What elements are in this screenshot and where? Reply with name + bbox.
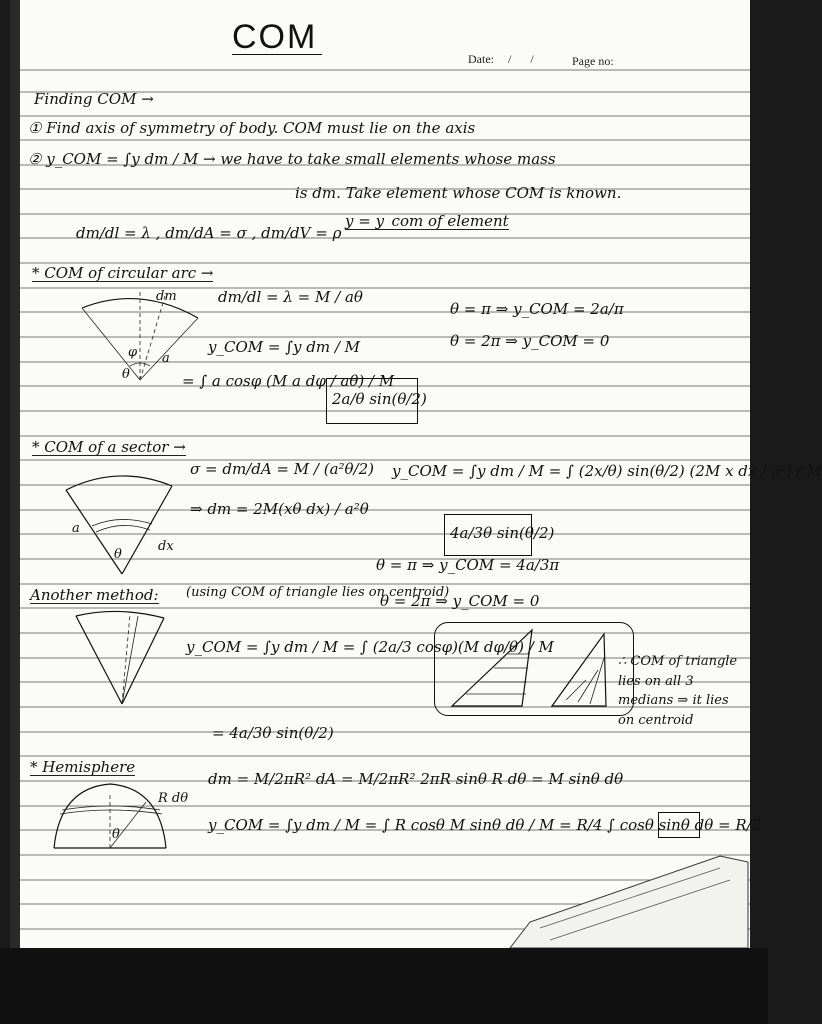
page-number-label: Page no: xyxy=(572,54,614,68)
arc-theta-2pi: θ = 2π ⇒ y_COM = 0 xyxy=(450,332,610,350)
arc-dm-label: dm xyxy=(156,289,177,304)
sector-theta-label: θ xyxy=(114,547,122,562)
another-method-note: (using COM of triangle lies on centroid) xyxy=(186,585,450,600)
another-method-heading: Another method: xyxy=(30,586,159,604)
step-one: ① Find axis of symmetry of body. COM must lie on the axis xyxy=(28,119,476,137)
hemisphere-ycom: y_COM = ∫y dm / M = ∫ R cosθ M sinθ dθ / M = R/4 ∫ cosθ sinθ dθ = R/2 xyxy=(208,816,762,834)
hemisphere-dm: dm = M/2πR² dA = M/2πR² 2πR sinθ R dθ = M sinθ dθ xyxy=(208,770,624,788)
arc-theta-pi: θ = π ⇒ y_COM = 2a/π xyxy=(450,300,624,318)
hemisphere-theta-label: θ xyxy=(112,827,120,842)
arc-radius-label: a xyxy=(162,351,170,366)
arc-ycom: y_COM = ∫y dm / M xyxy=(208,338,361,356)
another-sector-diagram xyxy=(72,610,172,710)
sector-dm: ⇒ dm = 2M(xθ dx) / a²θ xyxy=(190,500,369,518)
triangle-diagram xyxy=(446,628,626,712)
arc-phi-label: φ xyxy=(128,345,138,360)
sector-dx-label: dx xyxy=(158,539,174,554)
sector-sigma: σ = dm/dA = M / (a²θ/2) xyxy=(190,460,374,478)
title-underline xyxy=(232,54,322,55)
hemisphere-diagram xyxy=(50,778,170,852)
arc-result: 2a/θ sin(θ/2) xyxy=(332,390,427,408)
hemisphere-rdtheta-label: R dθ xyxy=(158,791,189,806)
finding-heading: Finding COM → xyxy=(34,90,154,108)
sector-result: 4a/3θ sin(θ/2) xyxy=(450,524,555,542)
arc-theta-label: θ xyxy=(122,367,130,382)
another-method-ycom: y_COM = ∫y dm / M = ∫ (2a/3 cosφ)(M dφ/θ) / M xyxy=(186,638,554,656)
date-label: Date: xyxy=(468,52,494,66)
element-ycom: y = y_com of element xyxy=(345,212,509,230)
hemisphere-heading: * Hemisphere xyxy=(30,758,136,776)
sector-heading: * COM of a sector → xyxy=(32,438,186,456)
sector-theta-2pi: θ = 2π ⇒ y_COM = 0 xyxy=(380,592,540,610)
sector-a-label: a xyxy=(72,521,80,536)
arc-lambda: dm/dl = λ = M / aθ xyxy=(218,288,363,306)
sector-theta-pi: θ = π ⇒ y_COM = 4a/3π xyxy=(376,556,560,574)
triangle-centroid-note: ∴ COM of triangle lies on all 3 medians ⇒ it lies on centroid xyxy=(618,654,738,728)
another-method-result: = 4a/3θ sin(θ/2) xyxy=(212,724,334,742)
date-value: / / xyxy=(508,52,542,66)
step-two-formula: ② y_COM = ∫y dm / M → we have to take small elements whose mass xyxy=(28,150,556,168)
arc-diagram xyxy=(70,280,210,390)
sector-ycom: y_COM = ∫y dm / M = ∫ (2x/θ) sin(θ/2) (2M x dx / a²) / M xyxy=(392,462,822,480)
hemisphere-result-box xyxy=(658,812,700,838)
page-title: COM xyxy=(232,18,318,56)
notebook-page xyxy=(10,0,822,948)
scan-background xyxy=(0,948,768,1024)
torn-page-corner xyxy=(490,852,750,948)
arc-heading: * COM of circular arc → xyxy=(32,264,214,282)
step-two-dm: is dm. Take element whose COM is known. xyxy=(295,184,622,202)
density-definitions: dm/dl = λ , dm/dA = σ , dm/dV = ρ xyxy=(76,224,342,242)
arc-integral: = ∫ a cosφ (M a dφ / aθ) / M xyxy=(182,372,395,390)
